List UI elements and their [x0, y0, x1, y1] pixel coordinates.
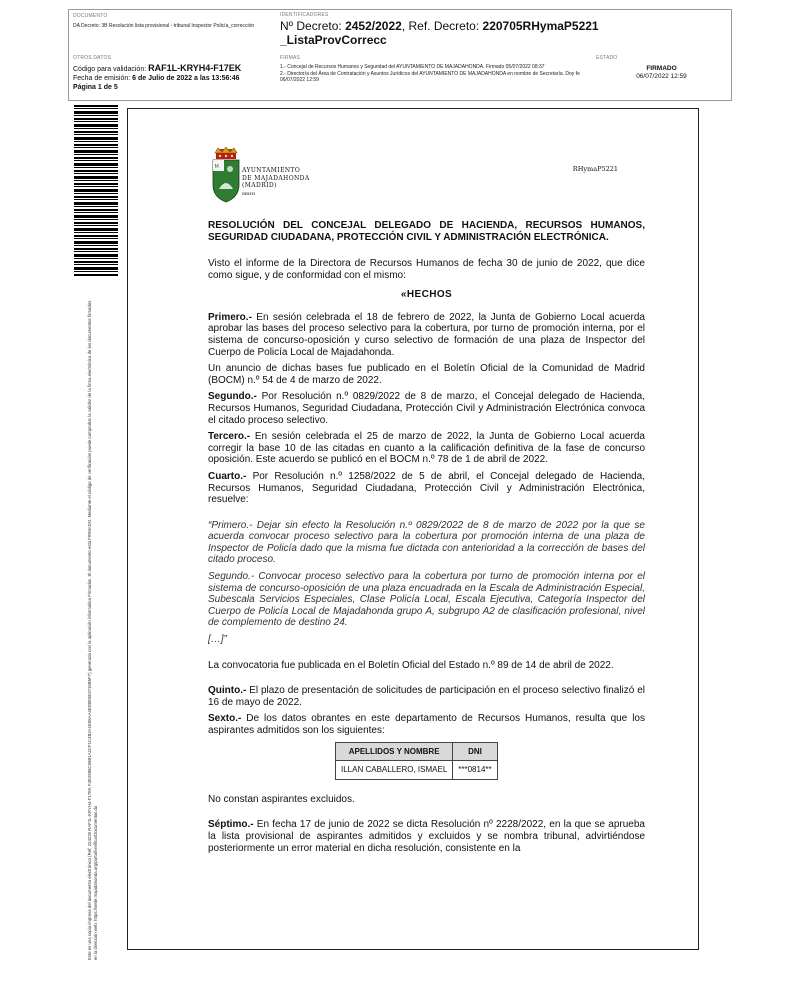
quinto-text: El plazo de presentación de solicitudes de participación en el proceso selectivo finalizó el 16 de mayo de 2022.	[208, 685, 645, 708]
validation-code: RAF1L-KRYH4-F17EK	[148, 63, 242, 73]
quinto-label: Quinto.-	[208, 685, 247, 697]
segundo-text: Por Resolución n.º 0829/2022 de 8 de marzo, el Concejal delegado de Hacienda, Recursos Humanos, Seguridad Ciudadana, Protección Civil y Administración Electrónica convoca el citado proceso selectivo.	[208, 391, 645, 426]
aspirantes-table	[335, 742, 498, 780]
ayuntamiento-name	[242, 167, 310, 197]
quinto-paragraph	[208, 685, 645, 708]
validation-prefix: Código para validación:	[73, 66, 149, 73]
estado-cell	[592, 52, 731, 100]
estado-label: ESTADO	[596, 55, 618, 61]
firmas-label: FIRMAS	[280, 55, 301, 61]
page-reference: RHymaP5221	[572, 165, 618, 173]
document-header	[68, 9, 732, 101]
cell-nombre: ILLAN CABALLERO, ISMAEL	[336, 761, 453, 780]
tercero-text: En sesión celebrada el 25 de marzo de 2022, la Junta de Gobierno Local acuerda corregir la base 10 de las citadas en cuanto a la calificación definitiva de la fase de concurso oposición. Este acuerdo se publicó en el BOCM n.º 78 de 1 de abril de 2022.	[208, 431, 645, 466]
septimo-text: En fecha 17 de junio de 2022 se dicta Resolución nº 2228/2022, en la que se aprueba la lista provisional de aspirantes admitidos y excluidos y se nombra tribunal, advirtiéndose posteriormente un error material en dicha resolución, consistente en la	[208, 819, 645, 854]
segundo-label: Segundo.-	[208, 391, 257, 403]
sexto-paragraph	[208, 713, 645, 736]
document-body	[208, 220, 645, 859]
column-header-nombre: APELLIDOS Y NOMBRE	[336, 742, 453, 761]
firmas-cell	[276, 52, 592, 100]
table-header-row	[336, 742, 498, 761]
svg-text:M: M	[214, 164, 219, 170]
documento-name: DA Decreto: 3B Resolución lista provisional - tribunal Inspector Policía_corrección	[73, 23, 255, 29]
ref-prefix: , Ref. Decreto:	[401, 19, 483, 33]
column-header-dni: DNI	[453, 742, 497, 761]
cuarto-text: Por Resolución n.º 1258/2022 de 5 de abril, el Concejal delegado de Hacienda, Recursos Humanos, Seguridad Ciudadana, Protección Civil y Administración Electrónica, resuelve:	[208, 470, 645, 506]
emission-prefix: Fecha de emisión:	[73, 75, 133, 82]
documento-cell	[69, 10, 276, 52]
cuarto-paragraph	[208, 471, 645, 506]
ayto-line-3: (MADRID)	[242, 182, 277, 189]
resolution-title: RESOLUCIÓN DEL CONCEJAL DELEGADO DE HACIENDA, RECURSOS HUMANOS, SEGURIDAD CIUDADANA, PROTECCIÓN CIVIL Y ADMINISTRACIÓN ELECTRÓNICA.	[208, 220, 645, 243]
ref-number: 220705RHymaP5221	[482, 19, 599, 33]
decree-prefix: Nº Decreto:	[280, 19, 346, 33]
septimo-paragraph	[208, 819, 645, 854]
primero-text: En sesión celebrada el 18 de febrero de 2022, la Junta de Gobierno Local acuerda aprobar las bases del proceso selectivo para la cobertura, por turno de promoción interna, por el sistema de concurso-oposición y curso selectivo de formación de una plaza de Inspector del Cuerpo de Policía Local de Majadahonda.	[208, 311, 645, 358]
table-row	[336, 761, 498, 780]
decree-suffix: _ListaProvCorrecc	[280, 33, 387, 47]
ayto-line-2: DE MAJADAHONDA	[242, 174, 310, 182]
primero-paragraph	[208, 312, 645, 358]
ayto-department: RRHH	[242, 190, 255, 196]
hechos-heading: «HECHOS	[400, 289, 453, 301]
validation-line	[73, 64, 272, 74]
page-info: Página 1 de 5	[73, 84, 118, 91]
estado-status: FIRMADO	[646, 65, 677, 72]
excluidos-paragraph: No constan aspirantes excluidos.	[208, 793, 355, 805]
firma-2: 2.- Director/a del Área de Contratación y Asuntos Jurídicos del AYUNTAMIENTO DE MAJADAHONDA en nombre de Secretaría. Doy fe 06/07/2022 12:59	[280, 70, 580, 83]
tercero-paragraph	[208, 431, 645, 466]
sexto-text: De los datos obrantes en este departamento de Recursos Humanos, resulta que los aspirantes admitidos son los siguientes:	[208, 713, 645, 736]
identificadores-label: IDENTIFICADORES	[280, 12, 329, 18]
emission-date: 6 de Julio de 2022 a las 13:56:46	[132, 75, 240, 82]
quote-ellipsis: […]”	[208, 634, 227, 646]
ayto-line-1: AYUNTAMIENTO	[242, 167, 301, 174]
estado-date: 06/07/2022 12:59	[636, 73, 687, 80]
otros-label: OTROS DATOS	[73, 55, 112, 61]
identificadores-cell	[276, 10, 731, 52]
documento-label: DOCUMENTO	[73, 13, 108, 19]
segundo-paragraph	[208, 391, 645, 426]
emission-line	[73, 74, 272, 83]
primero-label: Primero.-	[208, 311, 252, 323]
cell-dni: ***0814**	[453, 761, 497, 780]
otros-datos-cell	[69, 52, 276, 100]
quote-segundo: Segundo.- Convocar proceso selectivo para la cobertura por turno de promoción interna por el sistema de concurso-oposición de una plaza encuadrada en la Escala de Administración Especial, Subescala Servicios Especiales, Clase Policía Local, Escala Ejecutiva, Categoría Inspector del Cuerpo de Policía Local de Majadahonda grupo A, subgrupo A2 de clasificación profesional, nivel de complemento de destino 24.	[208, 571, 645, 629]
intro-paragraph: Visto el informe de la Directora de Recursos Humanos de fecha 30 de junio de 2022, que dice como sigue, y de conformidad con el mismo:	[208, 258, 645, 281]
sexto-label: Sexto.-	[208, 713, 242, 725]
document-page	[127, 108, 699, 950]
anuncio-paragraph: Un anuncio de dichas bases fue publicado en el Boletín Oficial de la Comunidad de Madrid (BOCM) n.º 54 de 4 de marzo de 2022.	[208, 363, 645, 386]
decree-identifier	[280, 19, 727, 47]
septimo-label: Séptimo.-	[208, 819, 254, 831]
barcode	[74, 105, 118, 277]
coat-of-arms-icon	[210, 147, 242, 203]
decree-number: 2452/2022	[345, 19, 402, 33]
quote-primero: “Primero.- Dejar sin efecto la Resolución n.º 0829/2022 de 8 de marzo de 2022 por la que se acuerda convocar proceso selectivo para la cobertura por promoción interna de una plaza de Inspector de Policía dado que la misma fue dictada con anterioridad a la corrección de bases del citado proceso.	[208, 519, 645, 566]
firma-1: 1.- Concejal de Recursos Humanos y Seguridad del AYUNTAMIENTO DE MAJADAHONDA. Firmado 05/07/2022 08:37	[280, 64, 545, 70]
verification-side-text: Este es una copia impresa del documento electrónico (Ref: 224239 RAF1L-KRYH4-F17EK F4E2908C66B1A2CF1C4B2A1E65AA4ED0E5E3716B5F7) generada con la aplicación informática Firmadoc. El documento está FIRMADO. Mediante el código de verificación puede comprobar la validez de la firma electrónica de los documentos firmados en la dirección web: https://sede.majadahonda.org/portal/verificarDocumentos.do	[87, 300, 98, 960]
cuarto-label: Cuarto.-	[208, 470, 247, 482]
boe-paragraph: La convocatoria fue publicada en el Boletín Oficial del Estado n.º 89 de 14 de abril de 2022.	[208, 659, 614, 671]
tercero-label: Tercero.-	[208, 431, 251, 443]
